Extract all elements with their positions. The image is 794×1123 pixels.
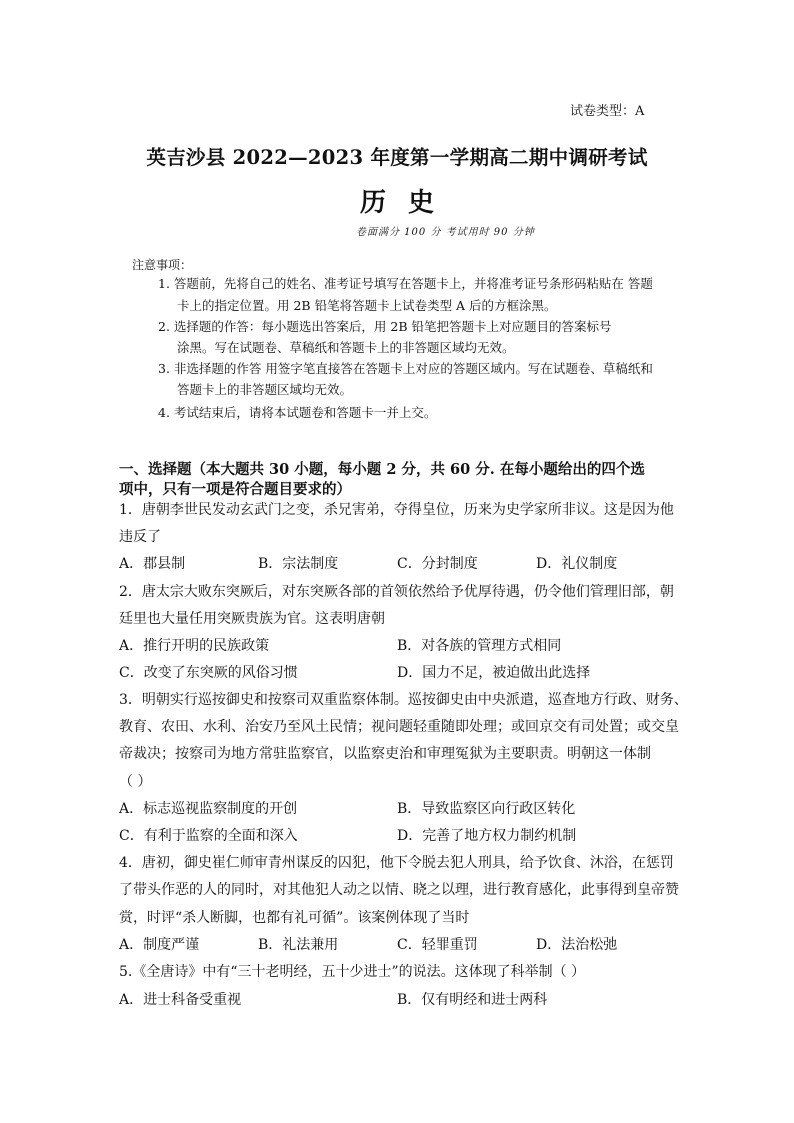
option-b: B．宗法制度 bbox=[258, 556, 339, 572]
option-c: C．轻罪重罚 bbox=[397, 937, 478, 953]
notice-line: 3. 非选择题的作答 用签字笔直接答在答题卡上对应的答题区域内。写在试题卷、草稿纸和 bbox=[158, 361, 653, 376]
question-text: 2．唐太宗大败东突厥后，对东突厥各部的首领依然给予优厚待遇，仍令他们管理旧部，朝 bbox=[119, 584, 674, 600]
option-a: A．郡县制 bbox=[119, 556, 186, 572]
option-d: D．法治松弛 bbox=[536, 937, 618, 953]
notice-line: 涂黑。写在试题卷、草稿纸和答题卡上的非答题区域均无效。 bbox=[177, 340, 515, 355]
option-d: D．国力不足，被迫做出此选择 bbox=[397, 665, 591, 681]
option-d: D．礼仪制度 bbox=[536, 556, 618, 572]
section-title: 一、选择题（本大题共 30 小题，每小题 2 分，共 60 分. 在每小题给出的四个选 bbox=[119, 461, 645, 478]
question-text: 赏，时评“杀人断脚，也都有礼可循”。该案例体现了当时 bbox=[119, 910, 470, 926]
option-b: B．对各族的管理方式相同 bbox=[397, 638, 562, 654]
option-c: C．有利于监察的全面和深入 bbox=[119, 828, 298, 844]
option-a: A．制度严谨 bbox=[119, 937, 200, 953]
question-text: 了带头作恶的人的同时，对其他犯人动之以情、晓之以理，进行教育感化，此事得到皇帝赞 bbox=[119, 882, 679, 898]
notice-line: 2. 选择题的作答：每小题选出答案后，用 2B 铅笔把答题卡上对应题目的答案标号 bbox=[158, 319, 612, 334]
question-text: 帝裁决；按察司为地方常驻监察官，以监察吏治和审理冤狱为主要职责。明朝这一体制 bbox=[119, 746, 651, 762]
option-d: D．完善了地方权力制约机制 bbox=[397, 828, 577, 844]
question-text: 违反了 bbox=[119, 529, 161, 545]
section-title: 项中，只有一项是符合题目要求的） bbox=[119, 481, 351, 498]
score-info: 卷面满分 100 分 考试用时 90 分钟 bbox=[356, 227, 535, 238]
question-text: 5.《全唐诗》中有“三十老明经，五十少进士”的说法。这体现了科举制（ ） bbox=[119, 964, 586, 980]
notice-line: 答题卡上的非答题区域均无效。 bbox=[177, 382, 353, 397]
notice-line: 卡上的指定位置。用 2B 铅笔将答题卡上试卷类型 A 后的方框涂黑。 bbox=[177, 298, 557, 313]
notice-line: 4. 考试结束后，请将本试题卷和答题卡一并上交。 bbox=[158, 405, 437, 420]
option-a: A．标志巡视监察制度的开创 bbox=[119, 801, 298, 817]
paper-type-label: 试卷类型：A bbox=[570, 104, 645, 119]
question-text: 廷里也大量任用突厥贵族为官。这表明唐朝 bbox=[119, 611, 385, 627]
option-a: A．推行开明的民族政策 bbox=[119, 638, 270, 654]
option-c: C．改变了东突厥的风俗习惯 bbox=[119, 665, 298, 681]
question-text: 1．唐朝李世民发动玄武门之变，杀兄害弟，夺得皇位，历来为史学家所非议。这是因为他 bbox=[119, 502, 674, 518]
question-text: 教育、农田、水利、治安乃至风土民情；视问题轻重随即处理；或回京交有司处置；或交皇 bbox=[119, 719, 679, 735]
question-text: 4．唐初，御史崔仁师审青州谋反的囚犯，他下令脱去犯人刑具，给予饮食、沐浴，在惩罚 bbox=[119, 855, 674, 871]
question-text: 3．明朝实行巡按御史和按察司双重监察体制。巡按御史由中央派遣，巡查地方行政、财务、 bbox=[119, 692, 688, 708]
notice-line: 1. 答题前，先将自己的姓名、准考证号填写在答题卡上，并将准考证号条形码粘贴在 答题 bbox=[158, 276, 653, 291]
option-b: B．礼法兼用 bbox=[258, 937, 339, 953]
question-text: （ ） bbox=[119, 774, 152, 790]
option-a: A．进士科备受重视 bbox=[119, 992, 242, 1008]
option-b: B．仅有明经和进士两科 bbox=[397, 992, 548, 1008]
option-b: B．导致监察区向行政区转化 bbox=[397, 801, 576, 817]
exam-title: 英吉沙县 2022—2023 年度第一学期高二期中调研考试 bbox=[146, 146, 648, 169]
notice-title: 注意事项： bbox=[132, 258, 193, 272]
subject-title: 历史 bbox=[359, 188, 456, 218]
option-c: C．分封制度 bbox=[397, 556, 478, 572]
